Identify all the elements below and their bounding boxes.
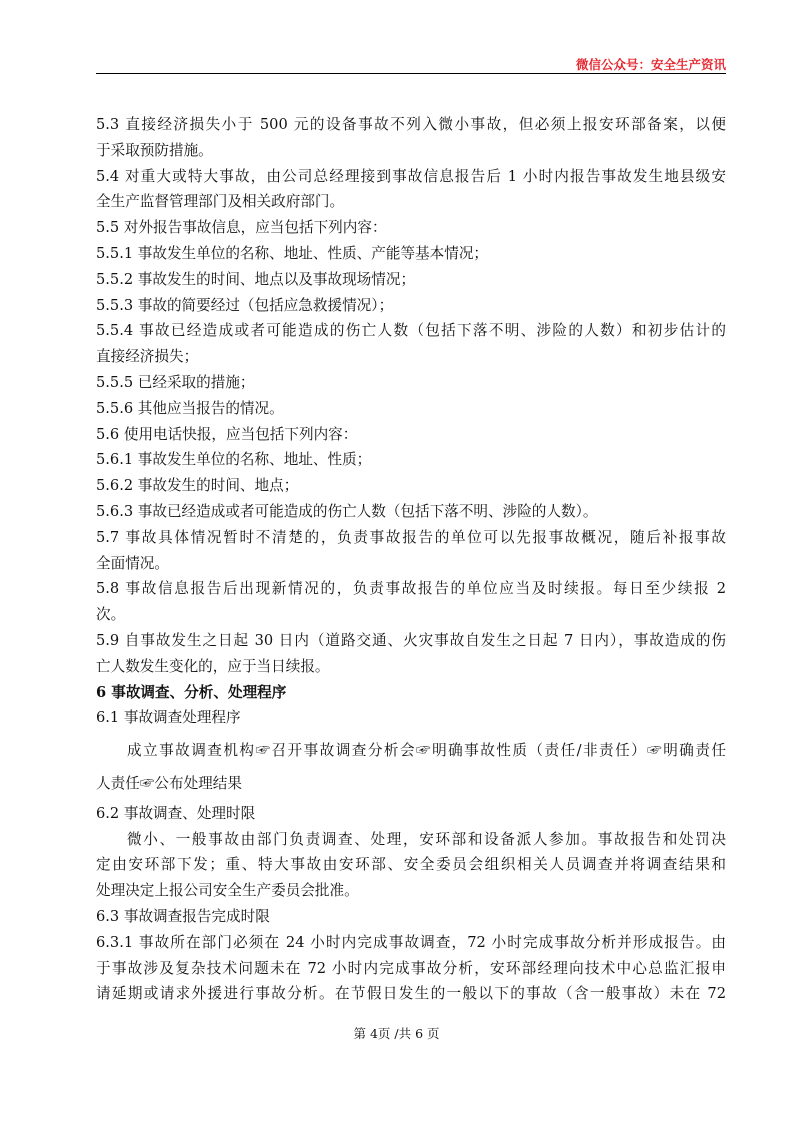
text-line: 6.3.1 事故所在部门必须在 24 小时内完成事故调查，72 小时完成事故分析并形成报告。由: [96, 933, 726, 951]
text-line: 5.4 对重大或特大事故，由公司总经理接到事故信息报告后 1 小时内报告事故发生地县级安: [96, 167, 726, 185]
text-line: 5.3 直接经济损失小于 500 元的设备事故不列入微小事故，但必须上报安环部备案，以便: [96, 116, 726, 133]
text-line: 5.6.2 事故发生的时间、地点；: [96, 477, 299, 495]
process-flow-line: 人责任☞公布处理结果: [96, 774, 242, 792]
header-source-label: 微信公众号：安全生产资讯: [575, 57, 726, 72]
page-number: 第 4页 /共 6 页: [353, 1026, 440, 1041]
text-line: 5.6.3 事故已经造成或者可能造成的伤亡人数（包括下落不明、涉险的人数）。: [96, 502, 598, 520]
text-line: 微小、一般事故由部门负责调查、处理，安环部和设备派人参加。事故报告和处罚决: [127, 830, 726, 848]
subsection-heading: 6.3 事故调查报告完成时限: [96, 907, 270, 925]
text-line: 全生产监督管理部门及相关政府部门。: [96, 193, 345, 211]
text-line: 于事故涉及复杂技术问题未在 72 小时内完成事故分析，安环部经理向技术中心总监汇报申: [96, 959, 726, 977]
text-line: 请延期或请求外援进行事故分析。在节假日发生的一般以下的事故（含一般事故）未在 72: [96, 985, 726, 1003]
section-heading: 6 事故调查、分析、处理程序: [96, 683, 287, 701]
text-line: 次。: [96, 606, 126, 624]
document-body: [96, 112, 726, 1007]
text-line: 全面情况。: [96, 554, 169, 572]
text-line: 5.6.1 事故发生单位的名称、地址、性质；: [96, 451, 372, 469]
subsection-heading: 6.1 事故调查处理程序: [96, 709, 241, 727]
text-line: 5.9 自事故发生之日起 30 日内（道路交通、火灾事故自发生之日起 7 日内），事故造成的伤: [96, 631, 726, 649]
text-line: 5.5.4 事故已经造成或者可能造成的伤亡人数（包括下落不明、涉险的人数）和初步估计的: [96, 322, 726, 340]
text-line: 5.5.3 事故的简要经过（包括应急救援情况）；: [96, 296, 394, 314]
text-line: 5.5.6 其他应当报告的情况。: [96, 399, 284, 417]
text-line: 5.7 事故具体情况暂时不清楚的，负责事故报告的单位可以先报事故概况，随后补报事故: [96, 528, 726, 546]
text-line: 处理决定上报公司安全生产委员会批准。: [96, 882, 359, 900]
text-line: 5.5.5 已经采取的措施；: [96, 373, 255, 391]
text-line: 于采取预防措施。: [96, 141, 213, 159]
subsection-heading: 6.2 事故调查、处理时限: [96, 804, 256, 822]
text-line: 5.8 事故信息报告后出现新情况的，负责事故报告的单位应当及时续报。每日至少续报 2: [96, 580, 726, 598]
text-line: 直接经济损失；: [96, 348, 199, 366]
text-line: 5.5.1 事故发生单位的名称、地址、性质、产能等基本情况；: [96, 244, 489, 262]
text-line: 亡人数发生变化的，应于当日续报。: [96, 657, 330, 675]
process-flow-line: 成立事故调查机构☞召开事故调查分析会☞明确事故性质（责任/非责任）☞明确责任: [127, 742, 726, 760]
text-line: 5.5 对外报告事故信息，应当包括下列内容：: [96, 219, 387, 237]
text-line: 定由安环部下发；重、特大事故由安环部、安全委员会组织相关人员调查并将调查结果和: [96, 856, 726, 874]
text-line: 5.6 使用电话快报，应当包括下列内容：: [96, 425, 358, 443]
header-rule: [96, 73, 726, 74]
text-line: 5.5.2 事故发生的时间、地点以及事故现场情况；: [96, 270, 416, 288]
